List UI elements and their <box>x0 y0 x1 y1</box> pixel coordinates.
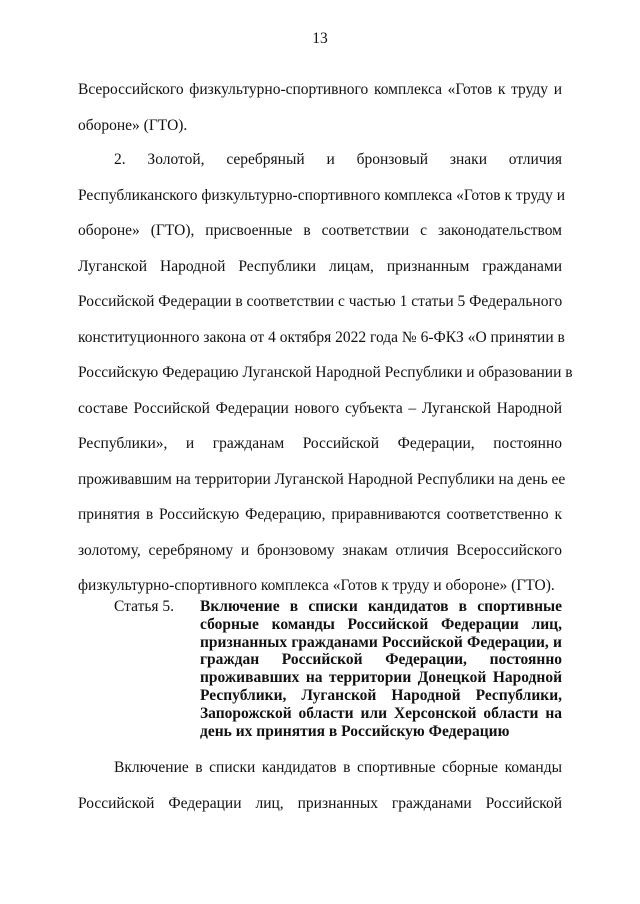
text-line: Российской Федерации в соответствии с частью 1 статьи 5 Федерального <box>78 293 563 310</box>
text-line: Всероссийского физкультурно-спортивного комплекса «Готов к труду и <box>78 81 562 98</box>
article-heading <box>200 598 562 740</box>
text-line: Республиканского физкультурно-спортивного комплекса «Готов к труду и <box>78 186 565 204</box>
heading-line: Запорожской области или Херсонской области на <box>200 704 562 722</box>
paragraph-2 <box>78 142 573 604</box>
text-line: Луганской Народной Республики лицам, признанным гражданами <box>78 257 562 275</box>
text-line: Республики», и гражданам Российской Федерации, постоянно <box>78 435 562 452</box>
text-line: 2. Золотой, серебряный и бронзовый знаки отличия <box>114 151 562 168</box>
text-line: физкультурно-спортивного комплекса «Готов к труду и обороне» (ГТО). <box>78 577 555 594</box>
text-line: проживавшим на территории Луганской Народной Республики на день ее <box>78 470 566 488</box>
text-line: Включение в списки кандидатов в спортивные сборные команды <box>114 759 562 776</box>
page-number: 13 <box>312 30 328 47</box>
text-line: обороне» (ГТО), присвоенные в соответствии с законодательством <box>78 222 562 239</box>
paragraph-3 <box>78 750 562 821</box>
heading-line: день их принятия в Российскую Федерацию <box>200 722 510 740</box>
paragraph-1 <box>78 72 562 143</box>
heading-line: граждан Российской Федерации, постоянно <box>200 651 562 669</box>
text-line: конституционного закона от 4 октября 2022 года № 6-ФКЗ «О принятии в <box>78 328 565 346</box>
text-line: принятия в Российскую Федерацию, приравниваются соответственно к <box>78 506 562 523</box>
heading-line: проживавших на территории Донецкой Народной <box>200 669 562 687</box>
article-label: Статья 5. <box>114 598 175 615</box>
heading-line: Республики, Луганской Народной Республики, <box>200 686 562 704</box>
heading-line: сборные команды Российской Федерации лиц, <box>200 615 562 633</box>
text-line: обороне» (ГТО). <box>78 116 188 134</box>
text-line: Российской Федерации лиц, признанных гражданами Российской <box>78 794 562 812</box>
text-line: золотому, серебряному и бронзовому знакам отличия Всероссийского <box>78 541 562 559</box>
text-line: составе Российской Федерации нового субъекта – Луганской Народной <box>78 399 562 417</box>
heading-line: Включение в списки кандидатов в спортивные <box>200 598 562 615</box>
text-line: Российскую Федерацию Луганской Народной Республики и образовании в <box>78 364 573 381</box>
heading-line: признанных гражданами Российской Федерации, и <box>200 633 562 651</box>
